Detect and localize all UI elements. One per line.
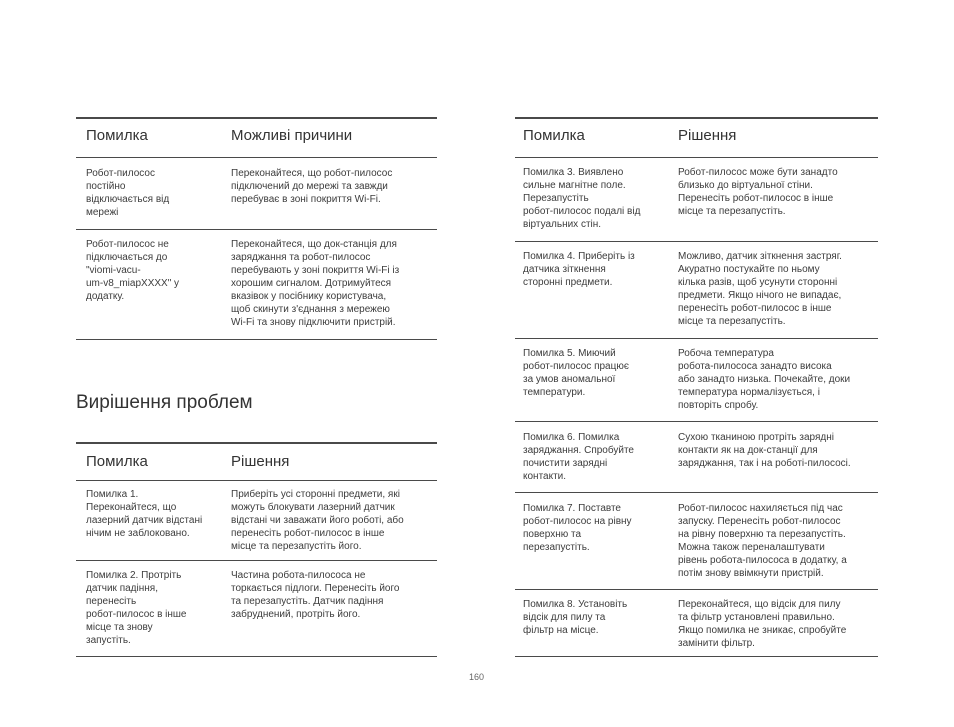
row-error-cell: Помилка 1. Переконайтеся, що лазерний датчик відстані нічим не заблоковано.	[86, 489, 203, 539]
column-header-solution: Рішення	[231, 453, 290, 470]
header-divider	[76, 480, 437, 481]
row-solution-cell: Переконайтеся, що відсік для пилу та фільтр установлені правильно. Якщо помилка не зникає, спробуйте замінити фільтр.	[678, 599, 847, 649]
right-solutions-table	[515, 117, 878, 662]
row-error-cell: Помилка 4. Приберіть із датчика зіткнення сторонні предмети.	[523, 251, 635, 288]
column-header-error: Помилка	[86, 453, 148, 470]
table-top-rule	[76, 442, 437, 444]
row-error-cell: Помилка 3. Виявлено сильне магнітне поле. Перезапустіть робот-пилосос подалі від віртуальних стін.	[523, 167, 641, 230]
table-bottom-rule	[76, 656, 437, 657]
row-cause-cell: Переконайтеся, що док-станція для заряджання та робот-пилосос перебувають у зоні покриття Wi-Fi із хорошим сигналом. Дотримуйтеся вказівок у посібнику користувача, щоб скинути з'єднання з мережею Wi-Fi та знову підключити пристрій.	[231, 239, 400, 328]
row-error-cell: Робот-пилосос постійно відключається від мережі	[86, 168, 170, 218]
section-title: Вирішення проблем	[76, 392, 253, 413]
row-divider	[515, 338, 878, 339]
row-error-cell: Помилка 5. Миючий робот-пилосос працює за умов аномальної температури.	[523, 348, 629, 398]
left-causes-table	[76, 117, 437, 343]
row-error-cell: Помилка 6. Помилка заряджання. Спробуйте почистити зарядні контакти.	[523, 432, 634, 482]
header-divider	[515, 157, 878, 158]
row-solution-cell: Робот-пилосос може бути занадто близько до віртуальної стіни. Перенесіть робот-пилосос в інше місце та перезапустіть.	[678, 167, 838, 217]
row-error-cell: Помилка 7. Поставте робот-пилосос на рівну поверхню та перезапустіть.	[523, 503, 632, 553]
row-divider	[515, 241, 878, 242]
row-error-cell: Помилка 2. Протріть датчик падіння, перенесіть робот-пилосос в інше місце та знову запустіть.	[86, 570, 187, 646]
row-error-cell: Робот-пилосос не підключається до "viomi-vacu- um-v8_miapXXXX" у додатку.	[86, 239, 180, 302]
row-divider	[76, 229, 437, 230]
row-solution-cell: Робот-пилосос нахиляється під час запуску. Перенесіть робот-пилосос на рівну поверхню та перезапустіть. Можна також переналаштувати рівень робота-пилососа в додатку, а потім знову ввімкнути пристрій.	[678, 503, 847, 579]
row-error-cell: Помилка 8. Установіть відсік для пилу та фільтр на місце.	[523, 599, 628, 636]
row-solution-cell: Сухою тканиною протріть зарядні контакти як на док-станції для заряджання, так і на роботі-пилососі.	[678, 432, 851, 469]
row-cause-cell: Переконайтеся, що робот-пилосос підключений до мережі та завжди перебуває в зоні покриття Wi-Fi.	[231, 168, 393, 205]
header-divider	[76, 157, 437, 158]
column-header-solution: Рішення	[678, 127, 737, 144]
row-solution-cell: Можливо, датчик зіткнення застряг. Акуратно постукайте по ньому кілька разів, щоб усунути сторонні предмети. Якщо нічого не випадає, перенесіть робот-пилосос в інше місце та перезапустіть.	[678, 251, 842, 327]
row-solution-cell: Робоча температура робота-пилососа занадто висока або занадто низька. Почекайте, доки температура нормалізується, і повторіть спробу.	[678, 348, 851, 411]
table-bottom-rule	[76, 339, 437, 340]
table-top-rule	[76, 117, 437, 119]
column-header-causes: Можливі причини	[231, 127, 353, 144]
column-header-error: Помилка	[523, 127, 585, 144]
column-header-error: Помилка	[86, 127, 148, 144]
row-divider	[515, 421, 878, 422]
row-solution-cell: Частина робота-пилососа не торкається підлоги. Перенесіть його та перезапустіть. Датчик падіння забруднений, протріть його.	[231, 570, 400, 620]
troubleshooting-table	[76, 442, 437, 662]
row-solution-cell: Приберіть усі сторонні предмети, які можуть блокувати лазерний датчик відстані чи заважати його роботі, або перенесіть робот-пилосос в інше місце та перезапустіть його.	[231, 489, 404, 552]
page-number: 160	[469, 672, 485, 682]
row-divider	[76, 560, 437, 561]
row-divider	[515, 492, 878, 493]
row-divider	[515, 589, 878, 590]
table-bottom-rule	[515, 656, 878, 657]
table-top-rule	[515, 117, 878, 119]
